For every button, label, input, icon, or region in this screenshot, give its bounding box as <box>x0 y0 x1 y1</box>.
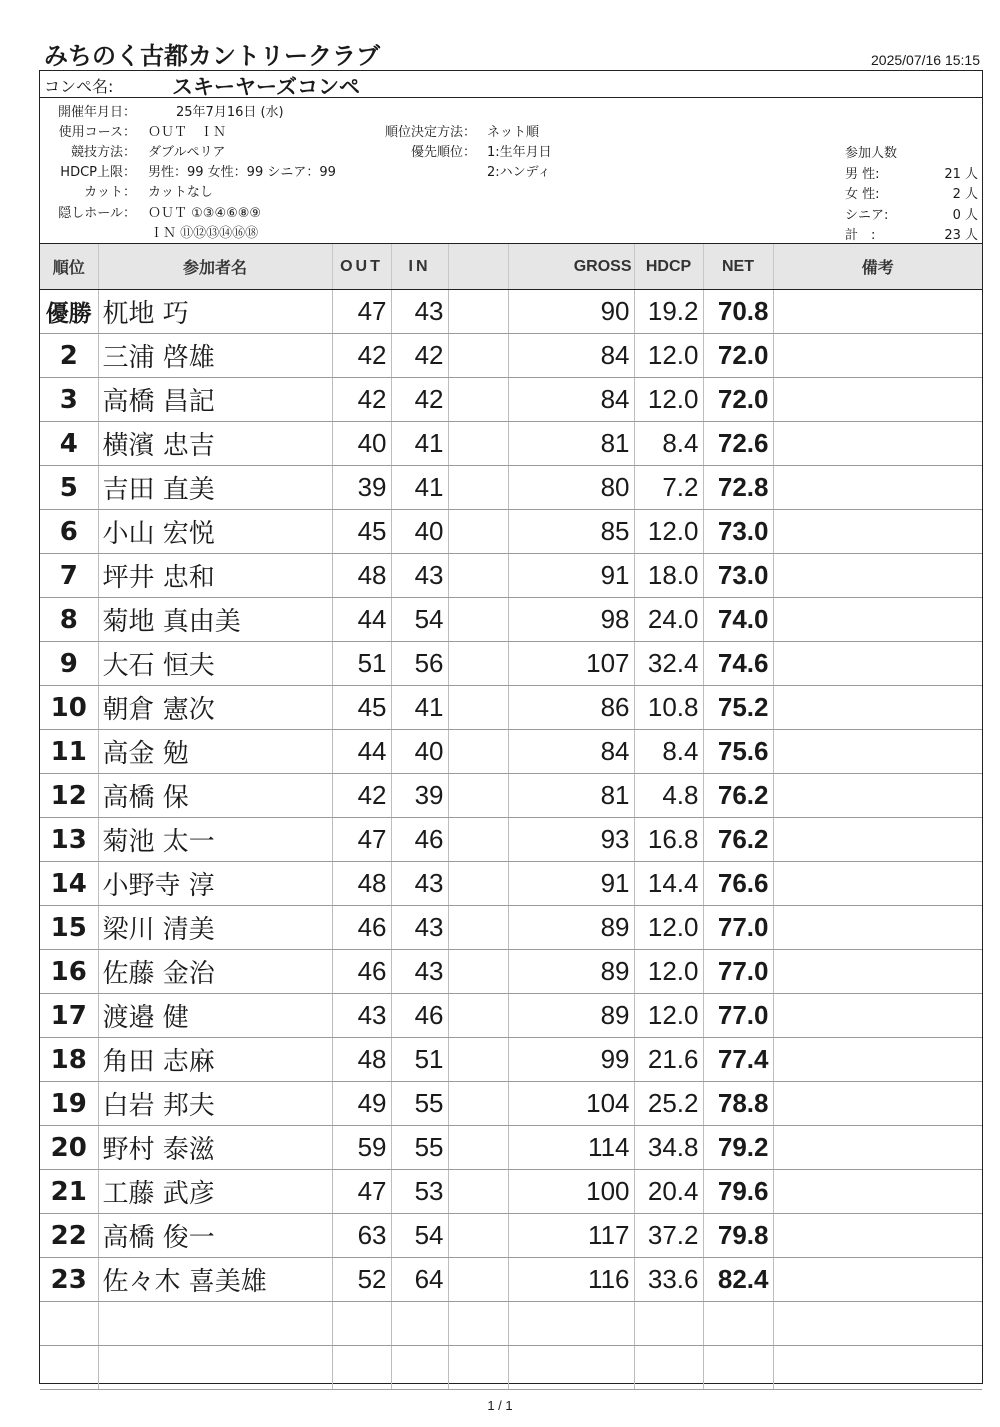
senior-count: 0 人 <box>952 208 978 223</box>
table-row <box>40 1258 982 1302</box>
cell-hdcp: 12.0 <box>634 950 703 994</box>
cell-hdcp: 12.0 <box>634 906 703 950</box>
table-row <box>40 598 982 642</box>
table-row <box>40 686 982 730</box>
table-row <box>40 1170 982 1214</box>
cell-in: 43 <box>391 862 448 906</box>
cell-rank: 11 <box>40 730 98 774</box>
cell-empty <box>773 1038 982 1082</box>
cell-empty <box>773 1170 982 1214</box>
cell-empty <box>98 1302 332 1346</box>
cell-net: 77.0 <box>703 950 773 994</box>
cell-hdcp: 4.8 <box>634 774 703 818</box>
table-row <box>40 510 982 554</box>
cell-gross: 100 <box>508 1170 634 1214</box>
cell-gross: 93 <box>508 818 634 862</box>
table-row <box>40 950 982 994</box>
cell-empty <box>773 466 982 510</box>
cell-out: 59 <box>332 1126 391 1170</box>
cell-out: 48 <box>332 554 391 598</box>
table-row <box>40 378 982 422</box>
cell-gross: 104 <box>508 1082 634 1126</box>
cell-net: 70.8 <box>703 290 773 334</box>
cell-empty <box>448 466 508 510</box>
header-notes: 備考 <box>773 244 982 290</box>
table-row <box>40 906 982 950</box>
cell-name: 高橋 保 <box>98 774 332 818</box>
header-gross: GROSS <box>508 244 634 290</box>
male-label: 男 性: <box>845 167 880 182</box>
cell-name: 菊池 太一 <box>98 818 332 862</box>
header-net: NET <box>703 244 773 290</box>
cell-in: 51 <box>391 1038 448 1082</box>
cell-out: 63 <box>332 1214 391 1258</box>
cell-empty <box>448 422 508 466</box>
club-name: みちのく古都カントリークラブ <box>44 42 380 70</box>
cell-empty <box>703 1302 773 1346</box>
cell-in: 54 <box>391 1214 448 1258</box>
cell-in: 46 <box>391 994 448 1038</box>
cell-name: 白岩 邦夫 <box>98 1082 332 1126</box>
female-count: 2 人 <box>952 187 978 202</box>
cell-empty <box>448 598 508 642</box>
cell-in: 41 <box>391 466 448 510</box>
cell-out: 39 <box>332 466 391 510</box>
table-row <box>40 730 982 774</box>
cell-gross: 114 <box>508 1126 634 1170</box>
cell-empty <box>391 1346 448 1390</box>
cell-empty <box>332 1302 391 1346</box>
cell-empty <box>508 1346 634 1390</box>
cell-hdcp: 12.0 <box>634 510 703 554</box>
cell-name: 朝倉 憲次 <box>98 686 332 730</box>
cell-empty <box>773 1126 982 1170</box>
cell-hdcp: 32.4 <box>634 642 703 686</box>
hdcp-limit-value: 男性：99 女性：99 シニア：99 <box>148 165 336 180</box>
cell-empty <box>448 1082 508 1126</box>
cell-net: 77.4 <box>703 1038 773 1082</box>
cell-hdcp: 21.6 <box>634 1038 703 1082</box>
results-table <box>40 243 982 1390</box>
cell-hdcp: 37.2 <box>634 1214 703 1258</box>
cell-net: 74.6 <box>703 642 773 686</box>
cell-net: 73.0 <box>703 510 773 554</box>
cell-net: 73.0 <box>703 554 773 598</box>
printed-timestamp: 2025/07/16 15:15 <box>871 52 980 68</box>
cell-hdcp: 20.4 <box>634 1170 703 1214</box>
table-header-row <box>40 244 982 290</box>
cell-empty <box>448 774 508 818</box>
cell-gross: 98 <box>508 598 634 642</box>
cell-out: 47 <box>332 1170 391 1214</box>
priority-2: 2:ハンディ <box>487 165 551 180</box>
cell-name: 高橋 俊一 <box>98 1214 332 1258</box>
table-row <box>40 774 982 818</box>
table-row <box>40 862 982 906</box>
cell-out: 47 <box>332 818 391 862</box>
cell-empty <box>634 1302 703 1346</box>
cell-net: 77.0 <box>703 994 773 1038</box>
cell-gross: 117 <box>508 1214 634 1258</box>
cell-empty <box>773 598 982 642</box>
cell-empty <box>773 774 982 818</box>
cell-net: 79.6 <box>703 1170 773 1214</box>
cell-rank: 8 <box>40 598 98 642</box>
cell-empty <box>448 994 508 1038</box>
table-row <box>40 334 982 378</box>
cell-in: 41 <box>391 686 448 730</box>
cut-value: カットなし <box>148 185 213 200</box>
cell-rank: 13 <box>40 818 98 862</box>
hidden-holes-label: 隠しホール： <box>58 206 136 221</box>
cell-in: 40 <box>391 510 448 554</box>
cell-gross: 116 <box>508 1258 634 1302</box>
cell-net: 78.8 <box>703 1082 773 1126</box>
cell-empty <box>773 1082 982 1126</box>
cell-rank: 4 <box>40 422 98 466</box>
cell-rank: 17 <box>40 994 98 1038</box>
cell-out: 48 <box>332 1038 391 1082</box>
cell-hdcp: 8.4 <box>634 730 703 774</box>
cell-out: 42 <box>332 774 391 818</box>
cell-empty <box>773 290 982 334</box>
cell-in: 43 <box>391 290 448 334</box>
hidden-holes-out: ＯＵＴ ①③④⑥⑧⑨ <box>148 206 262 221</box>
cell-empty <box>773 1346 982 1390</box>
cell-net: 76.6 <box>703 862 773 906</box>
cell-empty <box>448 862 508 906</box>
page-number: 1 / 1 <box>487 1398 513 1413</box>
cell-empty <box>448 334 508 378</box>
cell-out: 44 <box>332 598 391 642</box>
cell-name: 佐々木 喜美雄 <box>98 1258 332 1302</box>
cell-hdcp: 16.8 <box>634 818 703 862</box>
cell-gross: 89 <box>508 950 634 994</box>
cell-net: 79.2 <box>703 1126 773 1170</box>
cell-in: 43 <box>391 950 448 994</box>
cell-empty <box>773 818 982 862</box>
cell-gross: 81 <box>508 774 634 818</box>
cell-rank: 18 <box>40 1038 98 1082</box>
cell-empty <box>40 1302 98 1346</box>
cell-gross: 89 <box>508 994 634 1038</box>
cell-hdcp: 24.0 <box>634 598 703 642</box>
cell-name: 高橋 昌記 <box>98 378 332 422</box>
cell-name: 横濱 忠吉 <box>98 422 332 466</box>
cell-empty <box>448 290 508 334</box>
cell-empty <box>773 1214 982 1258</box>
cell-net: 75.2 <box>703 686 773 730</box>
header-hdcp: HDCP <box>634 244 703 290</box>
cell-name: 渡邉 健 <box>98 994 332 1038</box>
cell-hdcp: 25.2 <box>634 1082 703 1126</box>
priority-1: 1:生年月日 <box>487 145 552 160</box>
table-row <box>40 818 982 862</box>
cell-empty <box>448 1302 508 1346</box>
cell-out: 43 <box>332 994 391 1038</box>
cell-gross: 89 <box>508 906 634 950</box>
cell-hdcp: 10.8 <box>634 686 703 730</box>
cell-rank: 2 <box>40 334 98 378</box>
cell-gross: 86 <box>508 686 634 730</box>
cell-name: 小野寺 淳 <box>98 862 332 906</box>
cell-in: 53 <box>391 1170 448 1214</box>
cell-net: 74.0 <box>703 598 773 642</box>
cell-rank: 16 <box>40 950 98 994</box>
cell-name: 佐藤 金治 <box>98 950 332 994</box>
cell-name: 小山 宏悦 <box>98 510 332 554</box>
table-row <box>40 642 982 686</box>
male-count: 21 人 <box>944 167 978 182</box>
cell-net: 72.0 <box>703 334 773 378</box>
cell-out: 51 <box>332 642 391 686</box>
cell-empty <box>773 1258 982 1302</box>
cell-gross: 84 <box>508 334 634 378</box>
cell-empty <box>98 1346 332 1390</box>
cell-in: 64 <box>391 1258 448 1302</box>
cell-rank: 6 <box>40 510 98 554</box>
competition-row <box>40 71 982 98</box>
total-count: 23 人 <box>944 228 978 243</box>
cell-gross: 91 <box>508 862 634 906</box>
cell-empty <box>448 510 508 554</box>
cell-net: 76.2 <box>703 818 773 862</box>
cell-out: 42 <box>332 378 391 422</box>
table-row <box>40 422 982 466</box>
cell-name: 工藤 武彦 <box>98 1170 332 1214</box>
cell-net: 76.2 <box>703 774 773 818</box>
cell-empty <box>773 1302 982 1346</box>
cell-hdcp: 8.4 <box>634 422 703 466</box>
cell-rank: 22 <box>40 1214 98 1258</box>
cell-name: 吉田 直美 <box>98 466 332 510</box>
cell-rank: 23 <box>40 1258 98 1302</box>
cell-empty <box>773 730 982 774</box>
cell-empty <box>448 818 508 862</box>
cell-empty <box>448 1170 508 1214</box>
cell-out: 45 <box>332 510 391 554</box>
results-sheet <box>39 70 983 1384</box>
cell-net: 79.8 <box>703 1214 773 1258</box>
header-in: IN <box>391 244 448 290</box>
hdcp-limit-label: HDCP上限： <box>60 165 136 180</box>
cell-gross: 80 <box>508 466 634 510</box>
cell-out: 46 <box>332 950 391 994</box>
cell-empty <box>448 686 508 730</box>
course-label: 使用コース： <box>58 125 136 140</box>
empty-table-row <box>40 1302 982 1346</box>
cell-rank: 19 <box>40 1082 98 1126</box>
table-row <box>40 290 982 334</box>
cell-empty <box>773 378 982 422</box>
cell-gross: 90 <box>508 290 634 334</box>
cell-gross: 81 <box>508 422 634 466</box>
cell-name: 角田 志麻 <box>98 1038 332 1082</box>
cell-in: 43 <box>391 906 448 950</box>
cell-name: 梁川 清美 <box>98 906 332 950</box>
cell-empty <box>448 950 508 994</box>
cell-empty <box>391 1302 448 1346</box>
cell-empty <box>773 994 982 1038</box>
cell-hdcp: 12.0 <box>634 334 703 378</box>
cell-name: 三浦 啓雄 <box>98 334 332 378</box>
header-name: 参加者名 <box>98 244 332 290</box>
cell-in: 55 <box>391 1126 448 1170</box>
cell-rank: 21 <box>40 1170 98 1214</box>
cell-rank: 5 <box>40 466 98 510</box>
cell-rank: 10 <box>40 686 98 730</box>
cell-empty <box>40 1346 98 1390</box>
cell-name: 大石 恒夫 <box>98 642 332 686</box>
cell-net: 75.6 <box>703 730 773 774</box>
cell-gross: 84 <box>508 378 634 422</box>
cell-empty <box>448 642 508 686</box>
course-value: ＯＵＴ ＩＮ <box>148 125 227 140</box>
cell-out: 45 <box>332 686 391 730</box>
header-blank <box>448 244 508 290</box>
priority-label: 優先順位： <box>410 145 476 160</box>
cell-in: 46 <box>391 818 448 862</box>
table-row <box>40 994 982 1038</box>
ranking-method-value: ネット順 <box>487 125 540 140</box>
cell-in: 54 <box>391 598 448 642</box>
cell-empty <box>773 334 982 378</box>
cell-rank: 14 <box>40 862 98 906</box>
cell-net: 72.8 <box>703 466 773 510</box>
table-row <box>40 1214 982 1258</box>
cell-gross: 99 <box>508 1038 634 1082</box>
cell-empty <box>448 1258 508 1302</box>
cell-out: 40 <box>332 422 391 466</box>
date-value: 25年7月16日 (水) <box>176 105 284 120</box>
cell-out: 52 <box>332 1258 391 1302</box>
cell-rank: 3 <box>40 378 98 422</box>
cell-in: 41 <box>391 422 448 466</box>
table-row <box>40 1126 982 1170</box>
cell-empty <box>773 554 982 598</box>
cell-net: 72.0 <box>703 378 773 422</box>
cell-empty <box>773 510 982 554</box>
cell-gross: 85 <box>508 510 634 554</box>
cell-empty <box>773 906 982 950</box>
cell-out: 48 <box>332 862 391 906</box>
ranking-method-label: 順位決定方法： <box>384 125 476 140</box>
cell-out: 47 <box>332 290 391 334</box>
cell-net: 77.0 <box>703 906 773 950</box>
cell-empty <box>448 906 508 950</box>
total-label: 計 : <box>845 228 876 243</box>
cell-hdcp: 33.6 <box>634 1258 703 1302</box>
cell-empty <box>332 1346 391 1390</box>
cell-net: 82.4 <box>703 1258 773 1302</box>
cell-hdcp: 7.2 <box>634 466 703 510</box>
cell-rank: 9 <box>40 642 98 686</box>
cell-hdcp: 12.0 <box>634 994 703 1038</box>
female-label: 女 性: <box>845 187 880 202</box>
cell-in: 43 <box>391 554 448 598</box>
cell-empty <box>773 950 982 994</box>
cell-out: 46 <box>332 906 391 950</box>
cell-gross: 107 <box>508 642 634 686</box>
cell-in: 40 <box>391 730 448 774</box>
cell-gross: 84 <box>508 730 634 774</box>
cell-empty <box>448 1214 508 1258</box>
cell-name: 坪井 忠和 <box>98 554 332 598</box>
date-label: 開催年月日： <box>57 105 136 120</box>
cell-rank: 15 <box>40 906 98 950</box>
cell-rank: 12 <box>40 774 98 818</box>
cell-empty <box>508 1302 634 1346</box>
cell-empty <box>448 554 508 598</box>
empty-table-row <box>40 1346 982 1390</box>
method-label: 競技方法： <box>70 145 136 160</box>
cell-rank: 優勝 <box>40 290 98 334</box>
cell-in: 56 <box>391 642 448 686</box>
table-row <box>40 1082 982 1126</box>
cell-out: 49 <box>332 1082 391 1126</box>
hidden-holes-in: ＩＮ ⑪⑫⑬⑭⑯⑱ <box>150 226 259 241</box>
competition-label: コンペ名: <box>44 77 114 96</box>
cell-empty <box>773 686 982 730</box>
cell-empty <box>634 1346 703 1390</box>
cell-name: 杌地 巧 <box>98 290 332 334</box>
cell-net: 72.6 <box>703 422 773 466</box>
cell-hdcp: 34.8 <box>634 1126 703 1170</box>
method-value: ダブルペリア <box>148 145 226 160</box>
cell-empty <box>448 1038 508 1082</box>
cell-in: 39 <box>391 774 448 818</box>
cell-in: 42 <box>391 378 448 422</box>
table-row <box>40 554 982 598</box>
cell-rank: 20 <box>40 1126 98 1170</box>
cell-hdcp: 19.2 <box>634 290 703 334</box>
cell-out: 42 <box>332 334 391 378</box>
cell-hdcp: 18.0 <box>634 554 703 598</box>
cell-hdcp: 14.4 <box>634 862 703 906</box>
cell-name: 菊地 真由美 <box>98 598 332 642</box>
cell-empty <box>448 730 508 774</box>
cell-empty <box>448 1126 508 1170</box>
cell-hdcp: 12.0 <box>634 378 703 422</box>
cell-gross: 91 <box>508 554 634 598</box>
cell-empty <box>773 422 982 466</box>
header-out: OUT <box>332 244 391 290</box>
cell-empty <box>773 862 982 906</box>
header-rank: 順位 <box>40 244 98 290</box>
cell-empty <box>773 642 982 686</box>
cell-in: 42 <box>391 334 448 378</box>
cell-name: 野村 泰滋 <box>98 1126 332 1170</box>
cell-empty <box>448 1346 508 1390</box>
cell-out: 44 <box>332 730 391 774</box>
senior-label: シニア: <box>845 208 889 223</box>
table-row <box>40 466 982 510</box>
cell-empty <box>703 1346 773 1390</box>
participants-title: 参加人数 <box>845 146 898 161</box>
competition-name: スキーヤーズコンペ <box>172 75 360 99</box>
cell-name: 高金 勉 <box>98 730 332 774</box>
table-row <box>40 1038 982 1082</box>
cell-rank: 7 <box>40 554 98 598</box>
cell-in: 55 <box>391 1082 448 1126</box>
cell-empty <box>448 378 508 422</box>
cut-label: カット： <box>84 185 136 200</box>
